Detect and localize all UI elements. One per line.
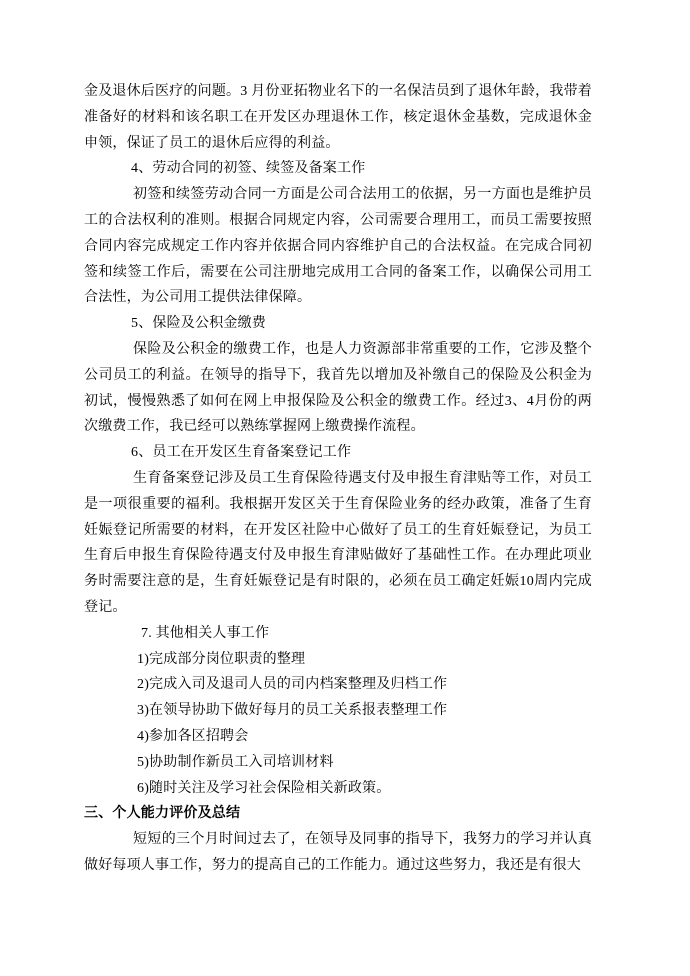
list-item-3: 3)在领导协助下做好每月的员工关系报表整理工作 [137, 703, 448, 719]
paragraph-insurance-fund: 保险及公积金的缴费工作，也是人力资源部非常重要的工作，它涉及整个公司员工的利益。在领导的指导下，我首先以增加及补缴自己的保险及公积金为初试，慢慢熟悉了如何在网上申报保险及公积金的缴费工作。经过3、4月份的两次缴费工作，我已经可以熟练掌握网上缴费操作流程。 [84, 341, 592, 435]
list-item-5: 5)协助制作新员工入司培训材料 [137, 754, 334, 770]
subheading-6-maternity-registration: 6、员工在开发区生育备案登记工作 [131, 445, 352, 461]
subheading-4-labor-contract: 4、劳动合同的初签、续签及备案工作 [131, 161, 366, 177]
list-item-4: 4)参加各区招聘会 [137, 728, 249, 744]
paragraph-maternity-registration: 生育备案登记涉及员工生育保险待遇支付及申报生育津贴等工作，对员工是一项很重要的福利。我根据开发区关于生育保险业务的经办政策，准备了生育妊娠登记所需要的材料，在开发区社险中心做好了员工的生育妊娠登记，为员工生育后申报生育保险待遇支付及申报生育津贴做好了基础性工作。在办理此项业务时需要注意的是，生育妊娠登记是有时限的，必须在员工确定妊娠10周内完成登记。 [84, 470, 592, 615]
page-content [84, 79, 592, 879]
paragraph-continuation: 金及退休后医疗的问题。3 月份亚拓物业名下的一名保洁员到了退休年龄，我带着准备好的材料和该名职工在开发区办理退休工作，核定退休金基数，完成退休金申领，保证了员工的退休后应得的利益。 [84, 84, 592, 151]
subheading-7-other-hr-work: 7. 其他相关人事工作 [141, 625, 270, 641]
section-heading-3-personal-evaluation: 三、个人能力评价及总结 [84, 806, 241, 822]
paragraph-personal-evaluation: 短短的三个月时间过去了，在领导及同事的指导下，我努力的学习并认真做好每项人事工作，努力的提高自己的工作能力。通过这些努力，我还是有很大 [84, 832, 592, 873]
list-item-2: 2)完成入司及退司人员的司内档案整理及归档工作 [137, 677, 448, 693]
list-item-1: 1)完成部分岗位职责的整理 [137, 651, 306, 667]
paragraph-labor-contract: 初签和续签劳动合同一方面是公司合法用工的依据，另一方面也是维护员工的合法权利的准则。根据合同规定内容，公司需要合理用工，而员工需要按照合同内容完成规定工作内容并依据合同内容维护自己的合法权益。在完成合同初签和续签工作后，需要在公司注册地完成用工合同的备案工作，以确保公司用工合法性，为公司用工提供法律保障。 [84, 187, 592, 306]
list-item-6: 6)随时关注及学习社会保险相关新政策。 [137, 780, 391, 796]
subheading-5-insurance-fund: 5、保险及公积金缴费 [131, 316, 266, 332]
